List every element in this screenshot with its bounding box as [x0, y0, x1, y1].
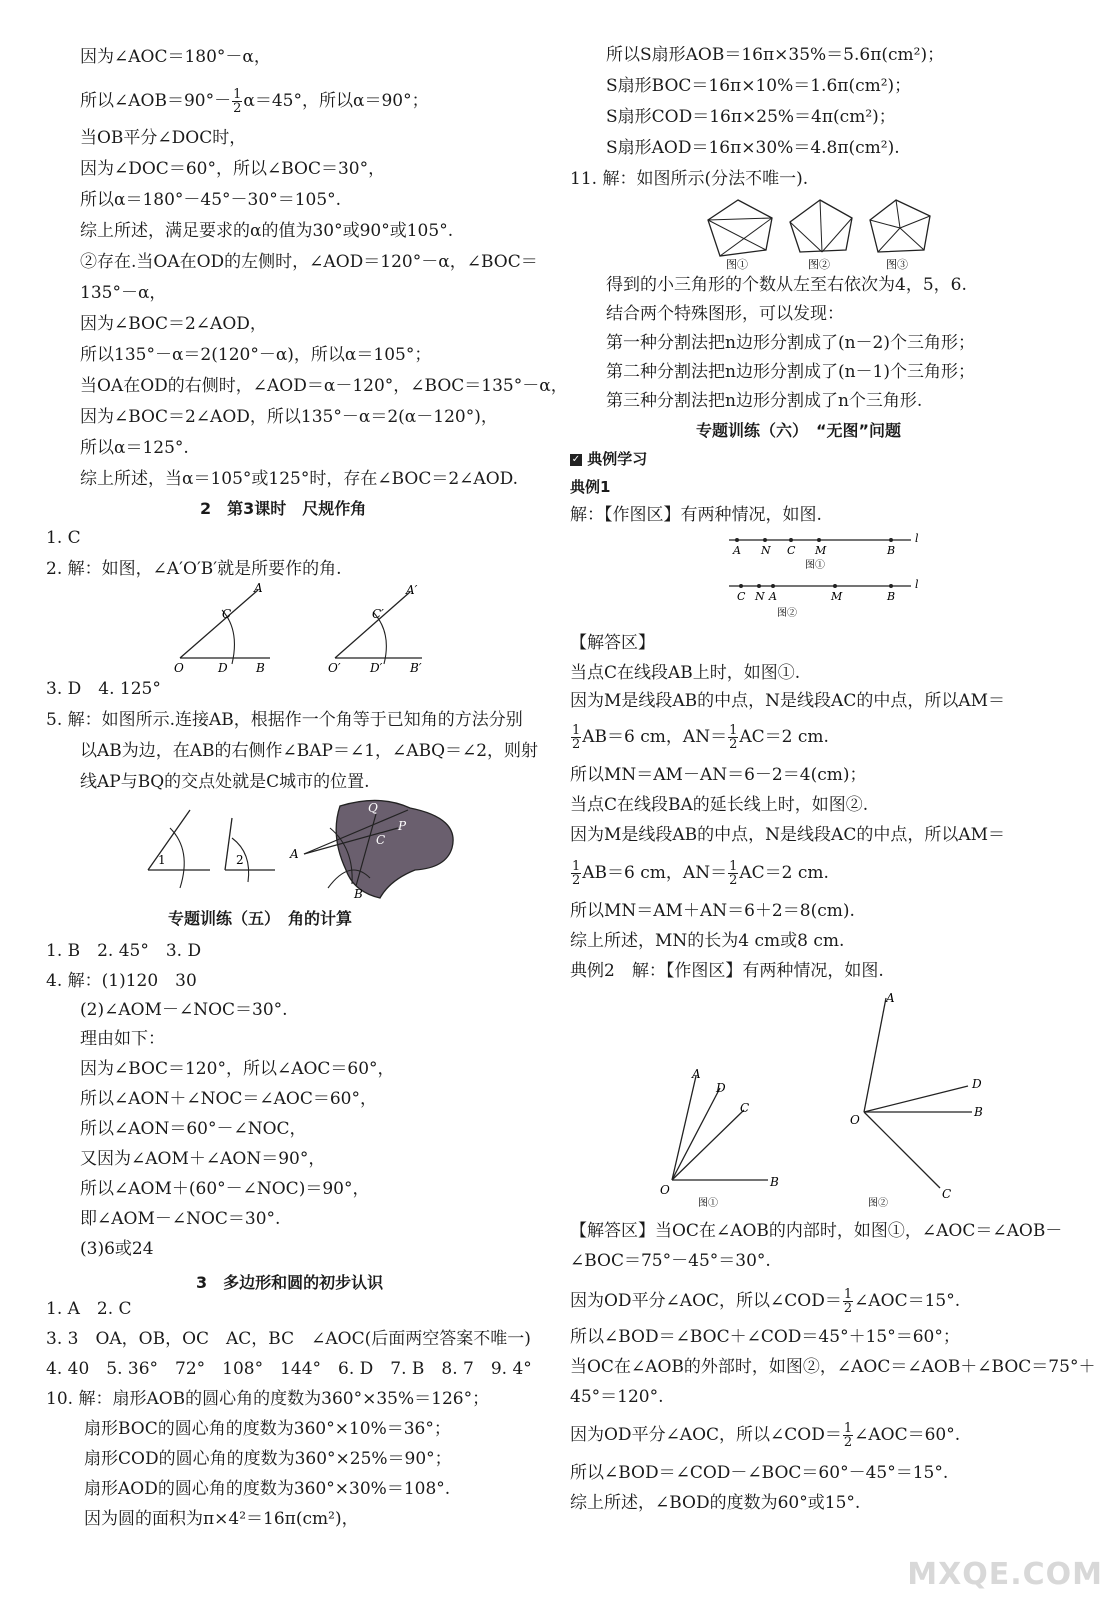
svg-text:B: B: [887, 590, 896, 603]
figure-caption: 图②: [868, 1198, 888, 1209]
text-line: 因为∠AOC＝180°－α，: [80, 47, 271, 67]
text-line: 综上所述，当α＝105°或125°时，存在∠BOC＝2∠AOD.: [80, 469, 519, 489]
text-line: 当OC在∠AOB的外部时，如图②，∠AOC＝∠AOB＋∠BOC＝75°＋: [570, 1357, 1096, 1377]
svg-text:A′: A′: [406, 583, 418, 597]
text-line: 1. A 2. C: [46, 1299, 132, 1319]
text-line: 所以α＝125°.: [80, 438, 189, 458]
svg-text:B: B: [887, 544, 896, 557]
figure-caption: 图①: [698, 1198, 718, 1209]
checkbox-icon: ✓: [571, 453, 581, 465]
fraction: $\frac{1}{2}$: [233, 87, 242, 116]
figure-caption: 图②: [808, 258, 830, 271]
text-line: ②存在.当OA在OD的左侧时，∠AOD＝120°－α，∠BOC＝: [80, 252, 538, 272]
svg-text:C: C: [787, 544, 796, 557]
text-line: 第一种分割法把n边形分割成了(n－2)个三角形；: [606, 333, 975, 353]
text-line: 11. 解：如图所示(分法不唯一).: [570, 169, 809, 189]
svg-text:N: N: [755, 590, 765, 603]
angle-construction-figure: [170, 580, 440, 675]
text-line: $\frac{1}{2}$ AB＝6 cm，AN＝ $\frac{1}{2}$ AC＝2 cm.: [572, 723, 829, 752]
figure-caption: 图③: [886, 258, 908, 271]
text-line: 45°＝120°.: [570, 1387, 664, 1407]
text-line: S扇形AOD＝16π×30%＝4.8π(cm²).: [606, 138, 900, 158]
text-line: 扇形COD的圆心角的度数为360°×25%＝90°；: [84, 1449, 452, 1469]
text-line: 因为M是线段AB的中点，N是线段AC的中点，所以AM＝: [570, 825, 1006, 845]
svg-text:D: D: [716, 1081, 726, 1095]
svg-text:D: D: [972, 1077, 982, 1091]
text-line: 因为M是线段AB的中点，N是线段AC的中点，所以AM＝: [570, 691, 1006, 711]
section-heading: 2 第3课时 尺规作角: [200, 499, 367, 518]
text-line: 因为∠BOC＝2∠AOD，所以135°－α＝2(α－120°)，: [80, 407, 498, 427]
svg-text:O: O: [660, 1183, 670, 1197]
example-label: 典例1: [570, 478, 611, 496]
text-line: ∠BOC＝75°－45°＝30°.: [570, 1251, 771, 1271]
text-line: 所以∠BOD＝∠COD－∠BOC＝60°－45°＝15°.: [570, 1463, 949, 1483]
text-line: 所以135°－α＝2(120°－α)，所以α＝105°；: [80, 345, 432, 365]
svg-text:O′: O′: [328, 661, 341, 675]
text-line: 又因为∠AOM＋∠AON＝90°，: [80, 1149, 326, 1169]
text-line: 所以∠AON＝60°－∠NOC，: [80, 1119, 307, 1139]
text-line: 10. 解：扇形AOB的圆心角的度数为360°×35%＝126°；: [46, 1389, 490, 1409]
text-line: 解：【作图区】有两种情况，如图.: [570, 505, 822, 525]
svg-text:Q: Q: [368, 801, 378, 815]
svg-text:A: A: [886, 991, 895, 1005]
fraction: $\frac{1}{2}$: [572, 859, 581, 888]
svg-text:l: l: [915, 578, 919, 591]
svg-text:A: A: [769, 590, 777, 603]
city-location-figure: [140, 788, 470, 900]
text-line: 当点C在线段AB上时，如图①.: [570, 663, 801, 683]
text-line: 所以S扇形AOB＝16π×35%＝5.6π(cm²)；: [606, 45, 945, 65]
text-line: 所以∠AOM＋(60°－∠NOC)＝90°，: [80, 1179, 370, 1199]
fraction: $\frac{1}{2}$: [843, 1421, 853, 1450]
text-line: 以AB为边，在AB的右侧作∠BAP＝∠1，∠ABQ＝∠2，则射: [80, 741, 539, 761]
svg-text:C: C: [222, 607, 232, 621]
svg-text:2: 2: [236, 853, 244, 867]
text-line: 因为圆的面积为π×4²＝16π(cm²)，: [84, 1509, 359, 1529]
text-line: 当OA在OD的右侧时，∠AOD＝α－120°，∠BOC＝135°－α，: [80, 376, 568, 396]
figure-caption: 图①: [805, 560, 825, 571]
fraction: $\frac{1}{2}$: [729, 723, 738, 752]
text-line: 综上所述，MN的长为4 cm或8 cm.: [570, 931, 845, 951]
text-line: 1. C: [46, 528, 81, 548]
text-line: 因为∠BOC＝2∠AOD，: [80, 314, 267, 334]
text-line: 所以MN＝AM＋AN＝6＋2＝8(cm).: [570, 901, 855, 921]
svg-text:O: O: [850, 1113, 860, 1127]
svg-text:l: l: [915, 532, 919, 545]
text-line: 4. 40 5. 36° 72° 108° 144° 6. D 7. B 8. 7 9. 4°: [46, 1359, 532, 1379]
text-line: S扇形BOC＝16π×10%＝1.6π(cm²)；: [606, 76, 912, 96]
text-line: 因为OD平分∠AOC，所以∠COD＝ $\frac{1}{2}$ ∠AOC＝15°.: [570, 1287, 961, 1316]
text-line: 3. 3 OA，OB，OC AC，BC ∠AOC(后面两空答案不唯一): [46, 1329, 531, 1349]
text-line: 当点C在线段BA的延长线上时，如图②.: [570, 795, 869, 815]
svg-text:B: B: [354, 887, 363, 900]
svg-text:D′: D′: [370, 661, 383, 675]
figure-caption: 图②: [777, 608, 797, 619]
svg-text:A: A: [254, 581, 263, 595]
text-line: (3)6或24: [80, 1239, 154, 1259]
text-line: 理由如下：: [80, 1029, 165, 1049]
text-line: 【解答区】: [570, 633, 655, 653]
text-line: 1. B 2. 45° 3. D: [46, 941, 202, 961]
text-line: 当OB平分∠DOC时，: [80, 128, 247, 148]
text-line: $\frac{1}{2}$ AB＝6 cm，AN＝ $\frac{1}{2}$ AC＝2 cm.: [572, 859, 829, 888]
text-line: 即∠AOM－∠NOC＝30°.: [80, 1209, 281, 1229]
text-line: 第三种分割法把n边形分割成了n个三角形.: [606, 391, 923, 411]
svg-text:N: N: [761, 544, 771, 557]
segment-figure: [725, 530, 935, 626]
text-line: 因为OD平分∠AOC，所以∠COD＝ $\frac{1}{2}$ ∠AOC＝60°.: [570, 1421, 961, 1450]
section-heading: 专题训练（六） “无图”问题: [696, 421, 902, 440]
section-heading: 专题训练（五） 角的计算: [168, 909, 353, 928]
text-line: 4. 解：(1)120 30: [46, 971, 197, 991]
text-line: 所以∠BOD＝∠BOC＋∠COD＝45°＋15°＝60°；: [570, 1327, 960, 1347]
svg-text:C′: C′: [372, 607, 384, 621]
text-line: 2. 解：如图，∠A′O′B′就是所要作的角.: [46, 559, 342, 579]
svg-text:1: 1: [158, 853, 166, 867]
text-line: 所以∠AON＋∠NOC＝∠AOC＝60°，: [80, 1089, 377, 1109]
text-line: 得到的小三角形的个数从左至右依次为4，5，6.: [606, 275, 967, 295]
watermark: MXQE.COM: [907, 1557, 1103, 1592]
polygon-division-figure: [700, 196, 970, 272]
fraction: $\frac{1}{2}$: [729, 859, 738, 888]
subsection-heading: ✓ 典例学习: [571, 450, 648, 468]
text-line: S扇形COD＝16π×25%＝4π(cm²)；: [606, 107, 896, 127]
svg-text:B: B: [770, 1175, 779, 1189]
figure-caption: 图①: [726, 258, 748, 271]
text-line: (2)∠AOM－∠NOC＝30°.: [80, 1000, 288, 1020]
svg-text:A: A: [733, 544, 741, 557]
text-line: 扇形BOC的圆心角的度数为360°×10%＝36°；: [84, 1419, 451, 1439]
svg-text:O: O: [174, 661, 184, 675]
svg-text:M: M: [831, 590, 843, 603]
fraction: $\frac{1}{2}$: [843, 1287, 853, 1316]
angle-cases-figure: [650, 988, 990, 1210]
svg-text:C: C: [376, 833, 386, 847]
svg-text:C: C: [737, 590, 746, 603]
svg-text:P: P: [398, 819, 407, 833]
text-line: 因为∠DOC＝60°，所以∠BOC＝30°，: [80, 159, 386, 179]
text-line: 典例2 解：【作图区】有两种情况，如图.: [570, 961, 884, 981]
text-line: 所以∠AOB＝90°－ $\frac{1}{2}$ α＝45°，所以α＝90°；: [80, 87, 429, 116]
fraction: $\frac{1}{2}$: [572, 723, 581, 752]
text-line: 所以α＝180°－45°－30°＝105°.: [80, 190, 342, 210]
text-line: 第二种分割法把n边形分割成了(n－1)个三角形；: [606, 362, 975, 382]
svg-text:B′: B′: [410, 661, 422, 675]
svg-text:M: M: [815, 544, 827, 557]
text-line: 线AP与BQ的交点处就是C城市的位置.: [80, 772, 370, 792]
text-line: 5. 解：如图所示.连接AB，根据作一个角等于已知角的方法分别: [46, 710, 523, 730]
svg-text:B: B: [974, 1105, 983, 1119]
section-heading: 3 多边形和圆的初步认识: [196, 1273, 384, 1292]
svg-text:D: D: [218, 661, 228, 675]
svg-text:A: A: [290, 847, 299, 861]
svg-text:C: C: [942, 1187, 952, 1201]
text-line: 所以MN＝AM－AN＝6－2＝4(cm)；: [570, 765, 867, 785]
text-line: 结合两个特殊图形，可以发现：: [606, 304, 844, 324]
text-line: 【解答区】当OC在∠AOB的内部时，如图①，∠AOC＝∠AOB－: [570, 1221, 1063, 1241]
text-line: 3. D 4. 125°: [46, 679, 161, 699]
svg-text:A: A: [692, 1067, 701, 1081]
text-line: 因为∠BOC＝120°，所以∠AOC＝60°，: [80, 1059, 395, 1079]
text-line: 扇形AOD的圆心角的度数为360°×30%＝108°.: [84, 1479, 451, 1499]
text-line: 综上所述，满足要求的α的值为30°或90°或105°.: [80, 221, 454, 241]
text-line: 135°－α，: [80, 283, 167, 303]
text-line: 综上所述，∠BOD的度数为60°或15°.: [570, 1493, 861, 1513]
svg-text:C: C: [740, 1101, 750, 1115]
svg-text:B: B: [256, 661, 265, 675]
